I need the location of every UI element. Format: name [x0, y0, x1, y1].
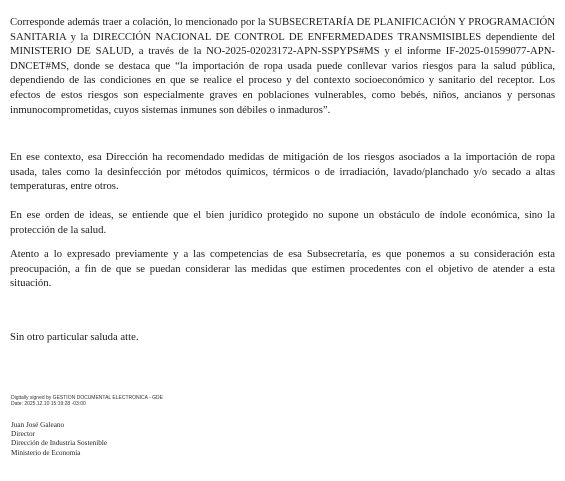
paragraph-mitigation-measures: En ese contexto, esa Dirección ha recomendado medidas de mitigación de los riesgos asociados a la importación de ropa usada, tales como la desinfección por métodos químicos, térmicos o de irradiación, lavado/planchado y/o secado a altas temperaturas, entre otros. [10, 151, 555, 193]
paragraph-request: Atento a lo expresado previamente y a las competencias de esa Subsecretaría, es que ponemos a su consideración esta preocupación, a fin de que se puedan considerar las medidas que estimen procedentes con el objetivo de atender a esta situación. [10, 248, 555, 290]
closing-salutation: Sin otro particular saluda atte. [10, 331, 139, 343]
signer-ministry: Ministerio de Economía [11, 448, 81, 457]
signer-name: Juan José Galeano [11, 421, 65, 429]
signer-office: Dirección de Industria Sostenible [11, 439, 108, 448]
digital-signature-date: Date: 2025.12.10 15:19:28 -03:00 [11, 400, 86, 407]
paragraph-protected-interest: En ese orden de ideas, se entiende que el bien jurídico protegido no supone un obstáculo de índole económica, sino la protección de la salud. [10, 209, 555, 236]
paragraph-quoted-report: Corresponde además traer a colación, lo mencionado por la SUBSECRETARÍA DE PLANIFICACIÓN Y PROGRAMACIÓN SANITARIA y la DIRECCIÓN NACIONAL DE CONTROL DE ENFERMEDADES TRANSMISIBLES dependiente del MINISTERIO DE SALUD, a través de la NO-2025-02023172-APN-SSPYPS#MS y el informe IF-2025-01599077-APN-DNCET#MS, donde se destaca que “la importación de ropa usada puede conllevar varios riesgos para la salud pública, dependiendo de las condiciones en que se realice el proceso y del contexto socioeconómico y sanitario del receptor. Los efectos de estos riesgos son especialmente graves en poblaciones vulnerables, como bebés, niños, ancianos y personas inmunocomprometidas, cuyos sistemas inmunes son débiles o inmaduros”. [10, 16, 555, 116]
signer-block [11, 421, 107, 458]
digital-signature-signed-by: Digitally signed by GESTION DOCUMENTAL ELECTRONICA - GDE [11, 395, 163, 401]
digital-signature-stamp [11, 396, 163, 408]
signer-position: Director [11, 430, 35, 439]
